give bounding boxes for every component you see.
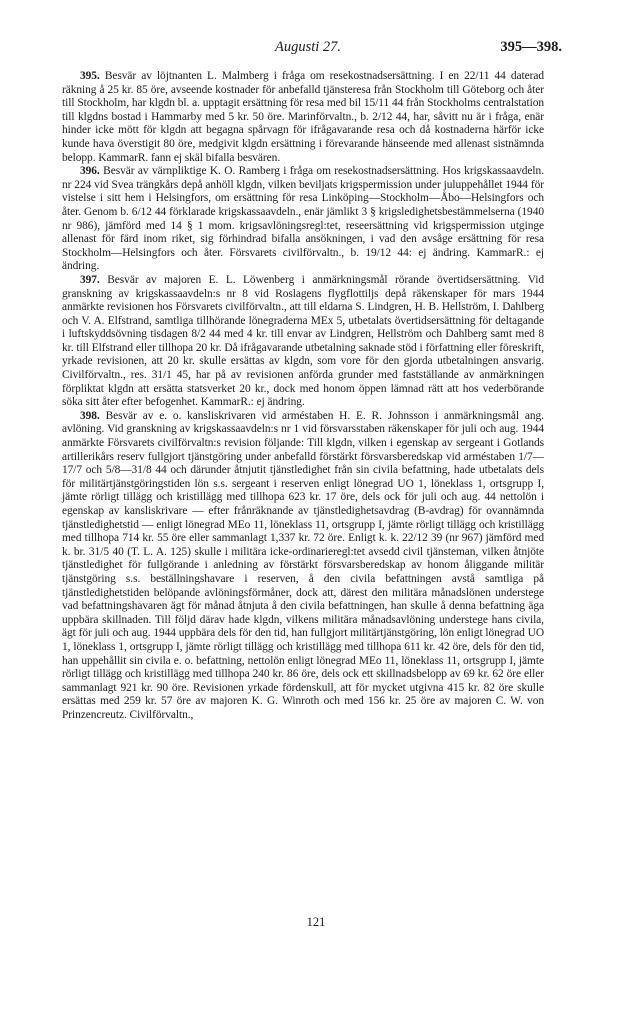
page-number: 121 (306, 915, 326, 929)
case-number: 395. (80, 70, 100, 82)
case-number: 398. (80, 409, 100, 422)
paragraph-text: Besvär av värnpliktige K. O. Ramberg i fråga om resekostnadsersättning. Hos krigskassaavdeln. nr 224 vid Svea trängkårs depå anhöll klgdn, vilken beviljats krigspermission under juluppehållet 1944 för vistelse i sitt hem i Helsingfors, om ersättning för resa Linköping—Stockholm—Åbo—Helsingfors och åter. Genom b. 6/12 44 förklarade krigskassaavdeln., enär jämlikt 3 § krigsledighetsbestämmelserna (1940 nr 986), jämförd med 14 § 1 mom. krigsavlöningsregl:tet, reseersättning vid krigspermission utginge allenast för färd inom riket, sig förhindrad bifalla ansökningen, i vad den avsåge ersättning för resa Stockholm—Helsingfors och åter. Försvarets civilförvaltn., b. 19/12 44: ej ändring. KammarR.: ej ändring. (62, 165, 544, 273)
running-head: Augusti 27. (274, 39, 342, 55)
paragraph-398 (62, 410, 544, 723)
page-range: 395—398. (500, 39, 562, 55)
paragraph-text: Besvär av majoren E. L. Löwenberg i anmärkningsmål rörande övertidsersättning. Vid granskning av krigskassaavdeln:s nr 8 vid Roslagens flygflottiljs depå räkenskaper för mars 1944 anmärkte revisionen hos Försvarets civilförvaltn., att till eldarna S. Lindgren, H. B. Hellström, I. Dahlberg och V. A. Elfstrand, samtliga tillhörande lönegraderna MEx 5, utbetalats övertidsersättning för deltagande i luftskyddsövning tisdagen 8/2 44 med 4 kr. till envar av Lindgren, Hellström och Dahlberg samt med 8 kr. till Elfstrand eller tillhopa 20 kr. Då ifrågavarande utbetalning saknade stöd i författning eller föreskrift, yrkade revisionen, att 20 kr. skulle ersättas av klgdn, som vore för den gjorda utbetalningen ansvarig. Civilförvaltn., res. 31/1 45, har på av revisionen anförda grunder med fastställande av anmärkningen förpliktat klgdn att ersätta statsverket 20 kr., dock med honom öppen lämnad rätt att hos vederbörande söka sitt åter efter befogenhet. KammarR.: ej ändring. (62, 273, 544, 409)
paragraph-text: Besvär av e. o. kansliskrivaren vid arméstaben H. E. R. Johnsson i anmärkningsmål ang. avlöning. Vid granskning av krigskassaavdeln:s nr 1 vid försvarsstaben räkenskaper för juli och aug. 1944 anmärkte Försvarets civilförvaltn:s revision följande: Till klgdn, vilken i egenskap av sergeant i Gotlands artillerikårs reserv fullgjort tjänstgöring under anbefalld förstärkt försvarsberedskap vid arméstaben 1/7—17/7 och 5/8—31/8 44 och därunder åtnjutit tjänstledighet från sin civila befattning, hade utbetalats dels för militärtjänstgöringstiden lön s.s. sergeant i reserven enligt lönegrad UO 1, löneklass 1, ortsgrupp I, jämte rörligt tillägg och kristillägg med tillhopa 623 kr. 17 öre, dels ock för juli och aug. 44 nettolön i egenskap av kansliskrivare — efter frånräknande av tjänstledighetsavdrag (B-avdrag) för ovannämnda tjänstledighetstid — enligt lönegrad MEo 11, löneklass 11, ortsgrupp I, jämte rörligt tillägg och kristillägg med tillhopa 714 kr. 55 öre eller sammanlagt 1,337 kr. 72 öre. Enligt k. k. 22/12 39 (nr 967) jämförd med k. br. 31/5 40 (T. L. A. 125) skulle i militära icke-ordinarieregl:tet avsedd civil tjänsteman, vilken åtnjöte tjänstledighet för fullgörande i anledning av förstärkt försvarsberedskap av honom åliggande militär tjänstgöring s.s. beställningshavare i reserven, å den civila befattningen avstå samtliga på tjänstledighetstiden belöpande avlöningsförmåner, dock att, därest den militära månadslönen understege vad befattningshavaren ägt för månad åtnjuta å den civila befattningen, han skulle å denna befattning äga uppbära skillnaden. Till följd därav hade klgdn, vilkens militära månadsavlöning understege hans civila, ägt för juli och aug. 1944 uppbära dels för den tid, han fullgjort militärtjänstgöring, lön enligt lönegrad UO 1, löneklass 1, ortsgrupp I, jämte rörligt tillägg och kristillägg med tillhopa 611 kr. 42 öre, dels för den tid, han uppehållit sin civila e. o. befattning, nettolön enligt lönegrad MEo 11, löneklass 11, ortsgrupp I, jämte rörligt tillägg och kristillägg med tillhopa 240 kr. 86 öre, dels ock ett skillnadsbelopp av 69 kr. 62 öre eller sammanlagt 921 kr. 90 öre. Revisionen yrkade fördenskull, att för mycket utgivna 415 kr. 82 öre skulle ersättas med 259 kr. 57 öre av majoren K. G. Winroth och med 156 kr. 25 öre av majoren C. W. von Prinzencreutz. Civilförvaltn., (62, 409, 544, 721)
case-number: 397. (80, 273, 100, 286)
paragraph-text: Besvär av löjtnanten L. Malmberg i fråga om resekostnadsersättning. I en 22/11 44 daterad räkning å 25 kr. 85 öre, avseende kostnader för anbefalld tjänsteresa från Stockholm till Göteborg och åter till Stockholm, har klgdn bl. a. upptagit ersättning för resa med bil 15/11 44 från Stockholms centralstation till klgdns bostad i Hammarby med 5 kr. 50 öre. Marinförvaltn., b. 2/12 44, har, såvitt nu är i fråga, enär hinder icke mött för klgdn att begagna spårvagn för ifrågavarande resa och då kostnaderna härför icke kunde hava överstigit 80 öre, medgivit klgdn ersättning i förevarande hänseende med allenast sistnämnda belopp. KammarR. fann ej skäl bifalla besvären. (62, 70, 544, 164)
paragraph-396 (62, 165, 544, 274)
paragraph-397 (62, 274, 544, 410)
body-text (62, 70, 544, 723)
paragraph-395 (62, 70, 544, 165)
page-header (58, 38, 562, 56)
case-number: 396. (80, 165, 100, 178)
